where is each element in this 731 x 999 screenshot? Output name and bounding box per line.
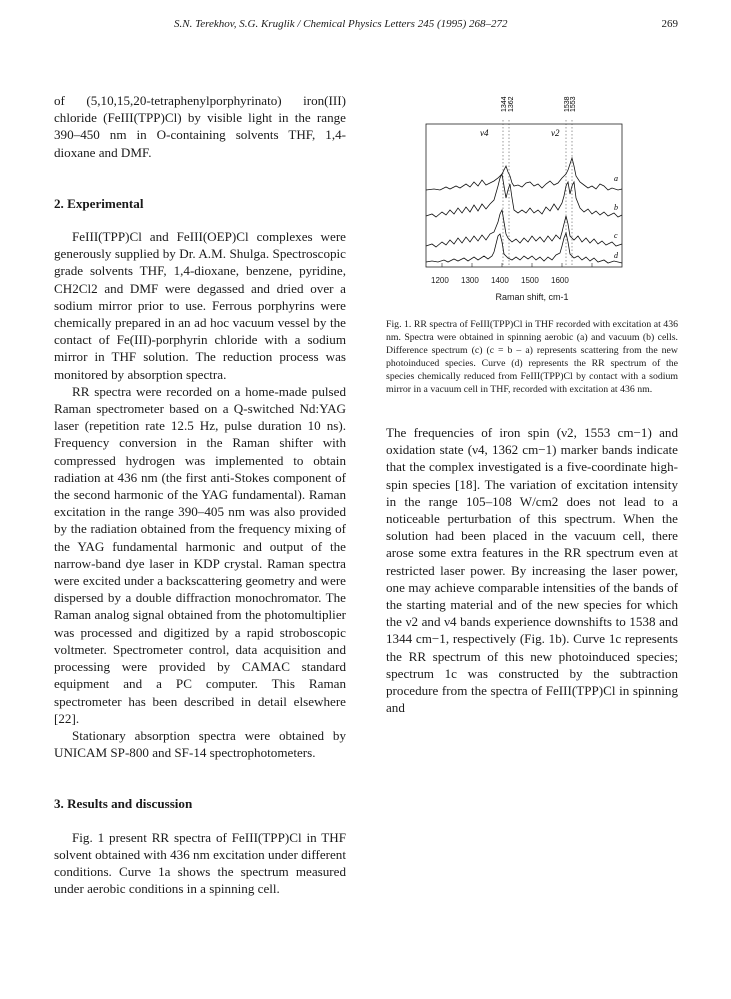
running-title: S.N. Terekhov, S.G. Kruglik / Chemical Physics Letters 245 (1995) 268–272 (174, 18, 508, 30)
spectrum-curve-b (426, 174, 622, 217)
curve-label-a: a (614, 174, 618, 183)
paragraph-results-right: The frequencies of iron spin (ν2, 1553 cm−1) and oxidation state (ν4, 1362 cm−1) marker bands indicate that the complex investigated is a five-coordinate high-spin species [18]. The variation of excitation intensity in the range 105–108 W/cm2 does not lead to a noticeable perturbation of this spectrum. When the solution had been placed in the vacuum cell, there arose some extra features in the RR spectrum even at restricted laser power. By increasing the laser power, one may achieve comparable intensities of the bands of the starting material and of the new species for which the ν2 and ν4 bands experience downshifts to 1538 and 1344 cm−1, respectively (Fig. 1b). Curve 1c represents the RR spectrum of this new photoinduced species; spectrum 1c was constructed by the subtraction procedure from the spectra of FeIII(TPP)Cl in spinning and (386, 425, 678, 716)
section-heading-experimental: 2. Experimental (54, 195, 144, 211)
x-tick-label-1600: 1600 (551, 276, 569, 285)
peak-label-1538: 1538 (564, 96, 571, 112)
nu2-label: ν2 (551, 128, 560, 138)
plot-frame (426, 124, 622, 267)
x-tick-label-1200: 1200 (431, 276, 449, 285)
running-header (54, 18, 678, 34)
paragraph-results-start: Fig. 1 present RR spectra of FeIII(TPP)Cl in THF solvent obtained with 436 nm excitation under different conditions. Curve 1a shows the spectrum measured under aerobic conditions in a spinning cell. (54, 829, 346, 897)
spectrum-curve-c (426, 210, 622, 247)
figure-caption: Fig. 1. RR spectra of FeIII(TPP)Cl in THF recorded with excitation at 436 nm. Spectra were obtained in spinning aerobic (a) and vacuum (b) cells. Difference spectrum (c) (c = b – a) represents scattering from the new photoinduced species. Curve (d) represents the RR spectrum of the species chemically reduced from FeIII(TPP)Cl by contact with a sodium mirror in a vacuum cell in THF, recorded with excitation at 436 nm. (386, 319, 678, 395)
peak-label-1344: 1344 (501, 96, 508, 112)
paragraph-absorption: Stationary absorption spectra were obtained by UNICAM SP-800 and SF-14 spectrophotometers. (54, 727, 346, 761)
curve-label-d: d (614, 251, 618, 260)
raman-spectra-plot (386, 86, 678, 276)
x-tick-labels (386, 276, 678, 288)
paragraph-raman-setup: RR spectra were recorded on a home-made pulsed Raman spectrometer based on a Q-switched Nd:YAG laser (repetition rate 12.5 Hz, pulse duration 10 ns). Frequency conversion in the Raman shifter with compressed hydrogen was implemented to obtain radiation at 436 nm (the first anti-Stokes component of the second harmonic of the YAG fundamental). Raman excitation in the range 390–405 nm was also provided by the radiation obtained from the frequency mixing of the YAG fundamental harmonic and output of the narrow-band dye laser in KDP crystal. Raman spectra were excited under a backscattering geometry and were dispersed by a double diffraction monochromator. The Raman analog signal obtained from the photomultiplier was processed and digitized by a rapid stroboscopic voltmeter. Spectrometer control, data acquisition and processing were provided by CAMAC standard equipment and a PC computer. This Raman spectrometer has been described in detail elsewhere [22]. (54, 383, 346, 726)
left-column (54, 92, 346, 897)
x-axis-label: Raman shift, cm-1 (495, 292, 569, 302)
page-number: 269 (661, 18, 678, 30)
x-tick-label-1500: 1500 (521, 276, 539, 285)
peak-label-1362: 1362 (508, 96, 515, 112)
curve-label-b: b (614, 203, 618, 212)
nu4-label: ν4 (480, 128, 489, 138)
x-tick-label-1300: 1300 (461, 276, 479, 285)
paragraph-materials: FeIII(TPP)Cl and FeIII(OEP)Cl complexes were generously supplied by Dr. A.M. Shulga. Spectroscopic grade solvents THF, 1,4-dioxane, benzene, pyridine, CH2Cl2 and DMF were degassed and dried over a sodium mirror prior to use. Ferrous porphyrins were chemically prepared in an ad hoc vacuum vessel by the contact of Fe(III)-porphyrin chloride with a sodium mirror in THF solution. The reduction process was monitored by absorption spectra. (54, 229, 346, 382)
paragraph-intro-end: of (5,10,15,20-tetraphenylporphyrinato) iron(III) chloride (FeIII(TPP)Cl) by visible light in the range 390–450 nm in O-containing solvents THF, 1,4-dioxane and DMF. (54, 93, 346, 160)
x-tick-label-1400: 1400 (491, 276, 509, 285)
spectrum-curve-a (426, 158, 622, 190)
section-heading-results: 3. Results and discussion (54, 796, 193, 812)
peak-label-1553: 1553 (570, 96, 577, 112)
right-column-text (386, 424, 678, 716)
curve-label-c: c (614, 231, 618, 240)
